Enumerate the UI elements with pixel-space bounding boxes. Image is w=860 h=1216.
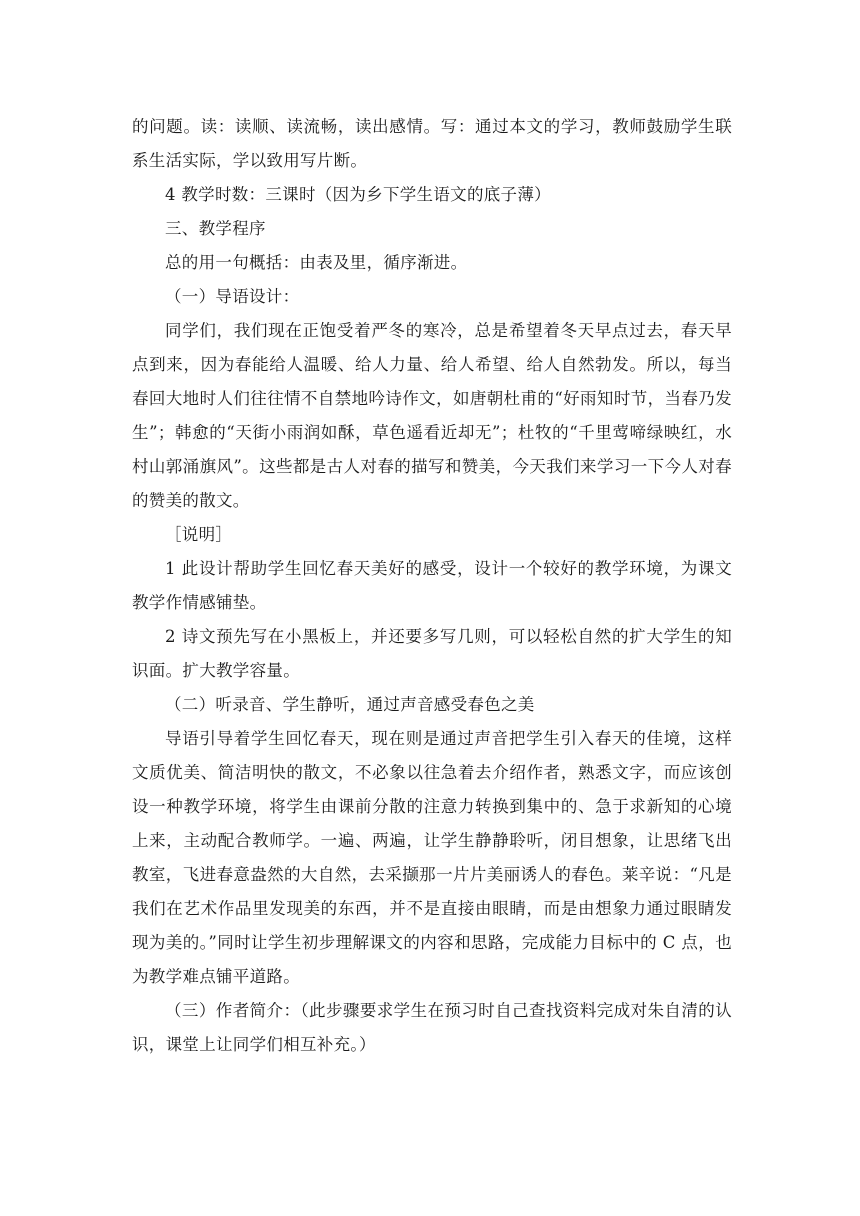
paragraph-explanation-2: 2 诗文预先写在小黑板上，并还要多写几则，可以轻松自然的扩大学生的知识面。扩大教学容量。 (132, 627, 732, 680)
document-body (132, 110, 732, 1062)
heading-listen-recording: （二）听录音、学生静听，通过声音感受春色之美 (165, 695, 535, 714)
paragraph-teaching-hours: 4 教学时数：三课时（因为乡下学生语文的底子薄） (165, 185, 551, 204)
heading-author-intro: （三）作者简介：（此步骤要求学生在预习时自己查找资料完成对朱自清的认识，课堂上让同学们相互补充。） (132, 1001, 732, 1054)
paragraph-explanation-1: 1 此设计帮助学生回忆春天美好的感受，设计一个较好的教学环境，为课文教学作情感铺垫。 (132, 559, 732, 612)
paragraph-listen-recording: 导语引导着学生回忆春天，现在则是通过声音把学生引入春天的佳境，这样文质优美、简洁明快的散文，不必象以往急着去介绍作者，熟悉文字，而应该创设一种教学环境，将学生由课前分散的注意力转换到集中的、急于求新知的心境上来，主动配合教师学。一遍、两遍，让学生静静聆听，闭目想象，让思绪飞出教室，飞进春意盎然的大自然，去采撷那一片片美丽诱人的春色。莱辛说：“凡是我们在艺术作品里发现美的东西，并不是直接由眼睛，而是由想象力通过眼睛发现为美的。”同时让学生初步理解课文的内容和思路，完成能力目标中的 C 点，也为教学难点铺平道路。 (132, 729, 732, 986)
paragraph-reading-writing: 的问题。读：读顺、读流畅，读出感情。写：通过本文的学习，教师鼓励学生联系生活实际，学以致用写片断。 (132, 117, 732, 170)
heading-explanation: ［说明］ (165, 525, 233, 544)
heading-introduction-design: （一）导语设计： (165, 287, 300, 306)
paragraph-summary: 总的用一句概括：由表及里，循序渐进。 (165, 253, 468, 272)
paragraph-introduction: 同学们，我们现在正饱受着严冬的寒冷，总是希望着冬天早点过去，春天早点到来，因为春能给人温暖、给人力量、给人希望、给人自然勃发。所以，每当春回大地时人们往往情不自禁地吟诗作文，如唐朝杜甫的“好雨知时节，当春乃发生”；韩愈的“天街小雨润如酥，草色遥看近却无”；杜牧的“千里莺啼绿映红，水村山郭涌旗风”。这些都是古人对春的描写和赞美，今天我们来学习一下今人对春的赞美的散文。 (132, 321, 732, 510)
heading-teaching-procedure: 三、教学程序 (165, 219, 266, 238)
